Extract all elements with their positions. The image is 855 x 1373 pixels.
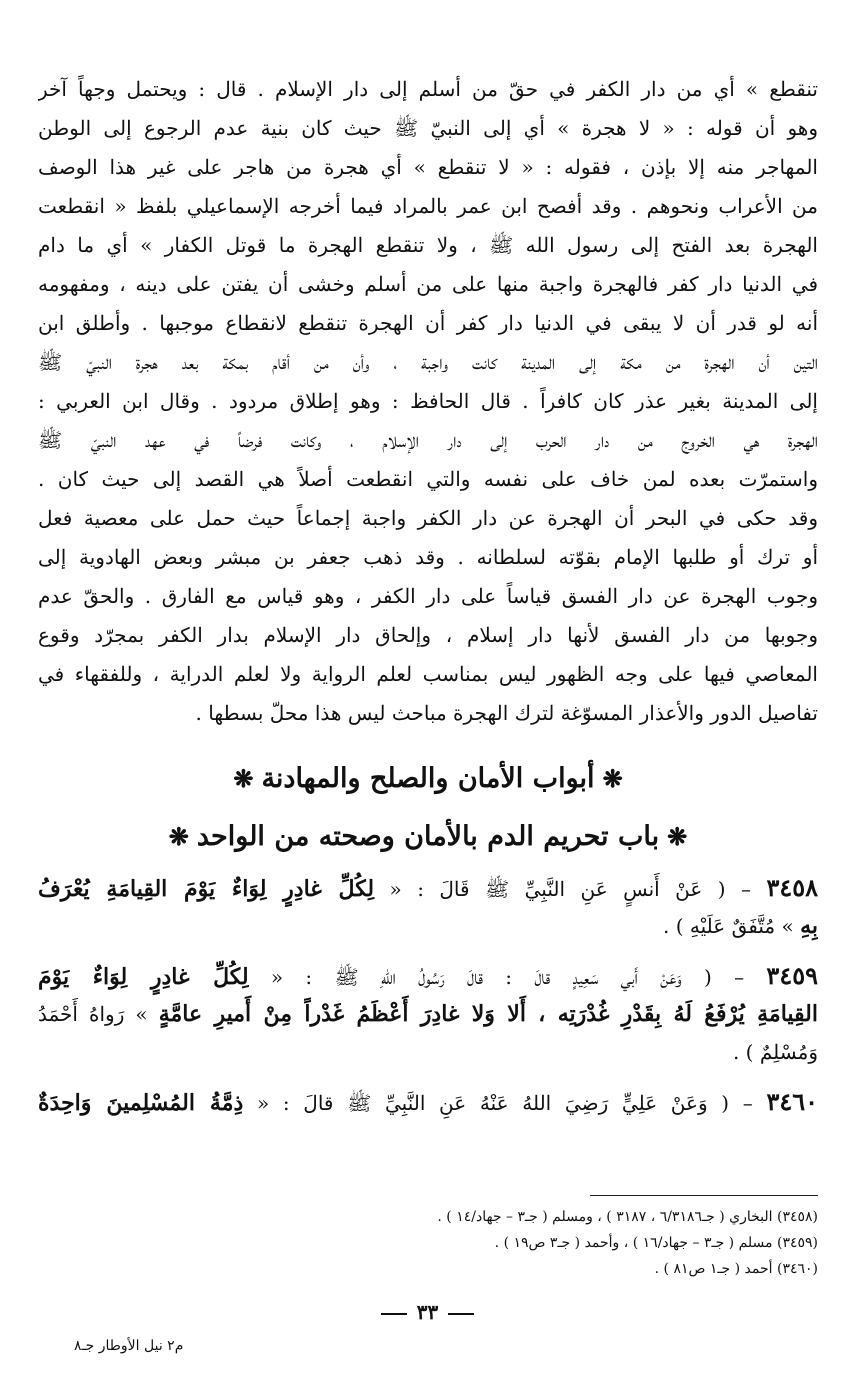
text-line: الهجرة بعد الفتح إلى رسول الله ﷺ ، ولا تنقطع الهجرة ما قوتل الكفار » أي ما دام (38, 233, 818, 257)
section-heading-sub (38, 817, 818, 857)
hadith-line (38, 869, 818, 907)
hadith-text: – ( وَعَنْ أَبي سَعِيدٍ قالَ : قالَ رَسُولُ اللهِ ﷺ : « (248, 965, 767, 989)
text-line: واستمرّت بعده لمن خاف على نفسه والتي انقطعت أصلاً هي القصد إلى حيث كان . (38, 467, 818, 491)
hadith-matn: لِكُلِّ غادِرٍ لِوَاءٌ يَوْمَ (38, 964, 249, 990)
text-line: من الأعراب ونحوهم . وقد أفصح ابن عمر بالمراد فيما أخرجه الإسماعيلي بلفظ « انقطعت (38, 194, 818, 218)
footnote-separator (590, 1195, 818, 1196)
hadith-line (38, 995, 818, 1033)
hadith-matn: القِيامَةِ يُرْفَعُ لَهُ بِقَدْرِ غُدْرَتِه ، أَلا وَلا غادِرَ أَعْظَمُ غَدْراً مِنْ أَميرِ عامَّةٍ (158, 1001, 818, 1027)
hadith-number: ٣٤٥٨ (766, 873, 818, 902)
hadith-line (38, 1033, 818, 1071)
hadith-3459 (38, 957, 818, 1071)
hadith-line (38, 1083, 818, 1121)
hadith-line (38, 907, 818, 945)
text-line: التين أن الهجرة من مكة إلى المدينة كانت واجبة ، وأن من أقام بمكة بعد هجرة النبيّ ﷺ (38, 350, 818, 374)
footnotes (38, 1204, 818, 1282)
text-line: وهو أن قوله : « لا هجرة » أي إلى النبيّ ﷺ حيث كان بنية عدم الرجوع إلى الوطن (38, 116, 818, 140)
text-line: المهاجر منه إلا بإذن ، فقوله : « لا تنقطع » أي هجرة من هاجر على غير هذا الوصف (38, 155, 818, 179)
footnote: (٣٤٥٩) مسلم ( جـ٣ – جهاد/١٦ ) ، وأحمد ( جـ٣ ص١٩ ) . (494, 1235, 818, 1251)
main-heading-text: أبواب الأمان والصلح والمهادنة (261, 763, 595, 794)
hadith-text: – ( عَنْ أَنسٍ عَنِ النَّبِيِّ ﷺ قَالَ : « (374, 877, 767, 901)
hadith-text: » رَواهُ أَحْمَدُ (38, 1002, 159, 1026)
hadith-text: – ( وَعَنْ عَلِيٍّ رَضِيَ اللهُ عَنْهُ عَنِ النَّبِيِّ ﷺ قالَ : « (243, 1091, 767, 1115)
text-line: أنه لو قدر أن لا يبقى في الدنيا دار كفر أن الهجرة تنقطع لانقطاع موجبها . وأطلق ابن (38, 311, 818, 335)
page-number-text: ٣٣ (416, 1300, 439, 1324)
hadith-3458 (38, 869, 818, 945)
footnote: (٣٤٥٨) البخاري ( جـ٦/٣١٨٦ ، ٣١٨٧ ) ، ومسلم ( جـ٣ – جهاد/١٤ ) . (437, 1209, 818, 1225)
page-number (0, 1300, 855, 1324)
text-line: وجوب الهجرة عن دار الفسق قياساً على دار الكفر ، وهو قياس مع الفارق . والحقّ عدم (38, 584, 818, 608)
text-line: وقد حكى في البحر أن الهجرة عن دار الكفر واجبة إجماعاً حيث حمل على معصية فعل (38, 506, 818, 530)
hadith-matn: لِكُلِّ غادِرٍ لِوَاءٌ يَوْمَ القِيامَةِ يُعْرَفُ (38, 876, 375, 902)
page-body (38, 70, 818, 1121)
hadith-3460 (38, 1083, 818, 1121)
hadith-text: » مُتَّفَقٌ عَلَيْهِ ) . (663, 914, 801, 938)
printer-signature: م٢ نيل الأوطار جـ٨ (74, 1338, 184, 1354)
text-line: في الدنيا دار كفر فالهجرة واجبة منها على من أسلم وخشى أن يفتن على دينه ، ومفهومه (38, 272, 818, 296)
hadith-line (38, 957, 818, 995)
hadith-number: ٣٤٥٩ (766, 961, 818, 990)
star-ornament-icon: ❋ (168, 822, 189, 851)
text-line: تنقطع » أي من دار الكفر في حقّ من أسلم إلى دار الإسلام . قال : ويحتمل وجهاً آخر (38, 77, 818, 101)
sub-heading-text: باب تحريم الدم بالأمان وصحته من الواحد (196, 821, 660, 852)
footnote: (٣٤٦٠) أحمد ( جـ١ ص٨١ ) . (654, 1261, 818, 1277)
dash-ornament (381, 1313, 407, 1315)
section-heading-main (38, 759, 818, 799)
text-line: إلى المدينة بغير عذر كان كافراً . قال الحافظ : وهو إطلاق مردود . وقال ابن العربي : (38, 389, 818, 413)
text-line: المعاصي فيها على وجه الظهور ليس بمناسب لعلم الرواية ولا لعلم الدراية ، وللفقهاء في (38, 662, 818, 686)
hadith-number: ٣٤٦٠ (766, 1087, 818, 1116)
star-ornament-icon: ❋ (667, 822, 688, 851)
text-line: تفاصيل الدور والأعذار المسوّغة لترك الهجرة مباحث ليس هذا محلّ بسطها . (195, 701, 818, 725)
text-line: وجوبها من دار الفسق لأنها دار إسلام ، وإلحاق دار الإسلام بدار الكفر بمجرّد وقوع (38, 623, 818, 647)
star-ornament-icon: ❋ (233, 764, 254, 793)
hadith-text: وَمُسْلِمٌ ) . (732, 1040, 818, 1064)
commentary-text (38, 70, 818, 733)
text-line: أو ترك أو طلبها الإمام بقوّته لسلطانه . وقد ذهب جعفر بن مبشر وبعض الهادوية إلى (38, 545, 818, 569)
hadith-matn: ذِمَّةُ المُسْلِمينَ وَاحِدَةٌ (38, 1090, 244, 1116)
dash-ornament (448, 1313, 474, 1315)
text-line: الهجرة هي الخروج من دار الحرب إلى دار الإسلام ، وكانت فرضاً في عهد النبيّ ﷺ (38, 428, 818, 452)
star-ornament-icon: ❋ (602, 764, 623, 793)
hadith-matn: بِهِ (800, 913, 818, 939)
